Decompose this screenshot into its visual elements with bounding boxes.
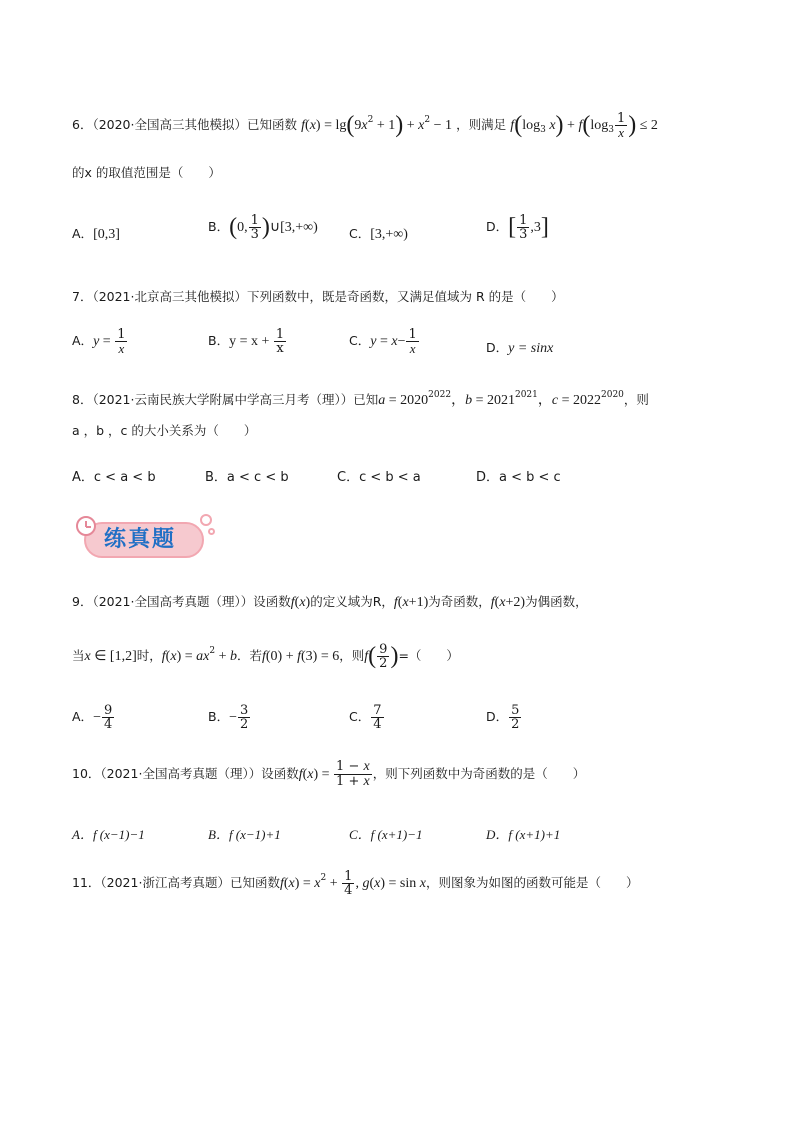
decoration-dot-small bbox=[208, 528, 215, 535]
question-9-line-1: 9．（2021·全国高考真题（理））设函数f(x)的定义域为R，f(x+1)为奇函数，f(x+2)为偶函数， bbox=[72, 594, 588, 610]
question-11-line: 11．（2021·浙江高考真题）已知函数$f(x) = x^2$ + $\frac{1}{4}$ , g(x) = sin x，则图象为如图的函数可能是（ ） bbox=[72, 869, 639, 898]
q7-option-d[interactable]: D．y = sinx bbox=[486, 340, 554, 356]
q8-option-b[interactable]: B．a < c < b bbox=[205, 470, 289, 485]
question-9-line-2: 当x ∈ [1,2]时，$f(x) = ax^2 + b$．若f(0) + f(3) = 6，则f( $\frac{9}{2}$ )=（ ） bbox=[72, 642, 459, 671]
q6-option-a[interactable]: A．[0,3] bbox=[72, 226, 120, 242]
question-7-text: 7．（2021·北京高三其他模拟）下列函数中，既是奇函数，又满足值域为 R 的是（ ） bbox=[72, 289, 564, 304]
q10-option-c[interactable]: C．f (x+1)−1 bbox=[349, 827, 423, 842]
q6-option-c[interactable]: C．[3,+∞) bbox=[349, 226, 408, 242]
question-6-line-1: 6．（2020·全国高三其他模拟）已知函数 $f(x) = \lg(9x^2 + 1) + x^2 - 1$ ，则满足 $f(\log_3$ $x) + f(\log_3$ $\frac{1}{x}$ ) ≤ 2 bbox=[72, 111, 658, 140]
q6-option-b[interactable]: B．(0, $\frac{1}{3}$ )∪[3,+∞) bbox=[208, 213, 318, 242]
q6-function-def: f bbox=[301, 118, 306, 133]
question-8-line-2: a ，b ，c 的大小关系为（ ） bbox=[72, 423, 257, 438]
q7-option-c[interactable]: C．y = x− $\frac{1}{x}$ bbox=[349, 327, 417, 356]
q9-option-d[interactable]: D． $\frac{5}{2}$ bbox=[486, 703, 520, 732]
decoration-dot-large bbox=[200, 514, 212, 526]
q8-option-c[interactable]: C．c < b < a bbox=[337, 470, 421, 485]
q8-option-a[interactable]: A．c < a < b bbox=[72, 470, 156, 485]
banner-title: 练真题 bbox=[104, 527, 177, 552]
question-6-line-2: 的x 的取值范围是（ ） bbox=[72, 165, 221, 180]
q10-option-a[interactable]: A．f (x−1)−1 bbox=[72, 827, 145, 842]
q6-option-d[interactable]: D．[ $\frac{1}{3}$ ,3] bbox=[486, 213, 549, 242]
clock-icon bbox=[76, 516, 96, 536]
q9-option-c[interactable]: C． $\frac{7}{4}$ bbox=[349, 703, 382, 732]
q10-option-b[interactable]: B．f (x−1)+1 bbox=[208, 827, 281, 842]
q6-prefix: 6．（2020·全国高三其他模拟）已知函数 bbox=[72, 117, 297, 132]
q9-option-b[interactable]: B．− $\frac{3}{2}$ bbox=[208, 703, 249, 732]
question-10-line: 10．（2021·全国高考真题（理））设函数f(x) = $\frac{1 - x}{1 + x}$ ，则下列函数中为奇函数的是（ ） bbox=[72, 759, 586, 789]
q8-option-d[interactable]: D．a < b < c bbox=[476, 470, 561, 485]
section-banner bbox=[74, 512, 210, 560]
question-8-line-1: 8．（2021·云南民族大学附属中学高三月考（理））已知$a = 2020^{2022}$，$b = 2021^{2021}$，$c = 2022^{2020}$，则 bbox=[72, 390, 649, 408]
q6-mid: ，则满足 bbox=[456, 117, 507, 132]
q7-option-a[interactable]: A．y = $\frac{1}{x}$ bbox=[72, 327, 126, 356]
q7-option-b[interactable]: B．y = x + $\frac{1}{x}$ bbox=[208, 327, 285, 356]
q9-option-a[interactable]: A．− $\frac{9}{4}$ bbox=[72, 703, 113, 732]
q10-option-d[interactable]: D．f (x+1)+1 bbox=[486, 827, 561, 842]
